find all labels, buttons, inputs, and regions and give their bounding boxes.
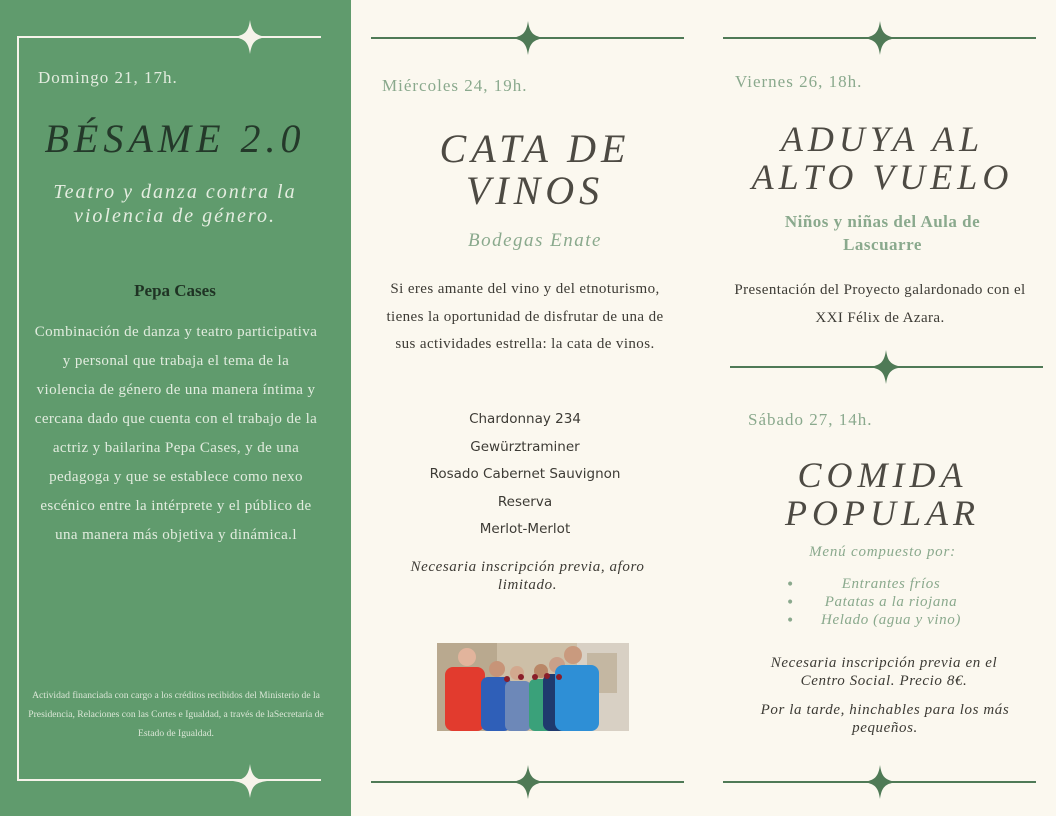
sparkle-icon xyxy=(869,350,903,384)
event-description: Si eres amante del vino y del etnoturismo, tienes la oportunidad de disfrutar de una de sus actividades estrella: la cata de vinos. xyxy=(386,281,664,352)
wine-item: Gewürztraminer xyxy=(470,438,580,455)
menu-item-label: Patatas a la riojana xyxy=(824,594,958,610)
menu-item xyxy=(786,594,1016,612)
event-description: Combinación de danza y teatro participativa y personal que trabaja el tema de la violencia de género de una manera íntima y cercana dado que cuenta con el trabajo de la actriz y bailarina Pepa Cases, y de una pedagoga y que se establece como nexo escénico entre la intérprete y el público de una manera más objetiva y dinámica.l xyxy=(34,324,318,543)
event-date: Sábado 27, 14h. xyxy=(748,410,873,429)
sparkle-icon xyxy=(233,764,267,798)
menu-item-label: Helado (agua y vino) xyxy=(821,612,961,628)
sparkle-icon xyxy=(511,765,545,799)
people-toasting-image xyxy=(437,643,629,731)
bullet-icon: • xyxy=(786,595,795,611)
menu-list xyxy=(786,576,1016,630)
bullet-icon: • xyxy=(786,613,795,629)
wine-item: Rosado Cabernet Sauvignon xyxy=(429,466,621,482)
event-date: Viernes 26, 18h. xyxy=(735,72,863,91)
wine-tasting-photo xyxy=(437,643,629,731)
funding-footnote: Actividad financiada con cargo a los créditos recibidos del Ministerio de la Presidencia, Relaciones con las Cortes e Igualdad, a través de laSecretaría de Estado de Igualdad. xyxy=(28,690,324,739)
event-date: Miércoles 24, 19h. xyxy=(382,76,528,95)
menu-item xyxy=(786,612,1016,630)
sparkle-icon xyxy=(863,21,897,55)
wine-item: Chardonnay 234 xyxy=(469,411,581,427)
menu-heading: Menú compuesto por: xyxy=(809,544,956,560)
event-subtitle: Teatro y danza contra la violencia de género. xyxy=(53,181,297,227)
bullet-icon: • xyxy=(786,577,795,593)
sparkle-icon xyxy=(863,765,897,799)
registration-note: Necesaria inscripción previa, aforo limitado. xyxy=(410,559,645,593)
registration-note: Necesaria inscripción previa en el Centro Social. Precio 8€. xyxy=(770,655,998,689)
event-title: BÉSAME 2.0 xyxy=(44,116,306,161)
event-subtitle: Bodegas Enate xyxy=(467,230,602,251)
menu-item xyxy=(786,576,1016,594)
event-description: Presentación del Proyecto galardonado con el XXI Félix de Azara. xyxy=(734,282,1026,326)
event-date: Domingo 21, 17h. xyxy=(38,68,178,87)
event-title: ADUYA AL ALTO VUELO xyxy=(751,119,1014,198)
afternoon-note: Por la tarde, hinchables para los más pequeños. xyxy=(760,702,1010,736)
menu-item-label: Entrantes fríos xyxy=(841,576,941,592)
presenter-name: Pepa Cases xyxy=(134,281,216,300)
wine-item: Merlot-Merlot xyxy=(479,521,571,537)
sparkle-icon xyxy=(511,21,545,55)
wine-item: Reserva xyxy=(497,493,553,510)
event-title: CATA DE VINOS xyxy=(439,126,631,214)
event-title: COMIDA POPULAR xyxy=(785,455,980,534)
sparkle-icon xyxy=(233,20,267,54)
wine-list xyxy=(390,406,660,544)
event-subtitle: Niños y niñas del Aula de Lascuarre xyxy=(784,212,981,254)
